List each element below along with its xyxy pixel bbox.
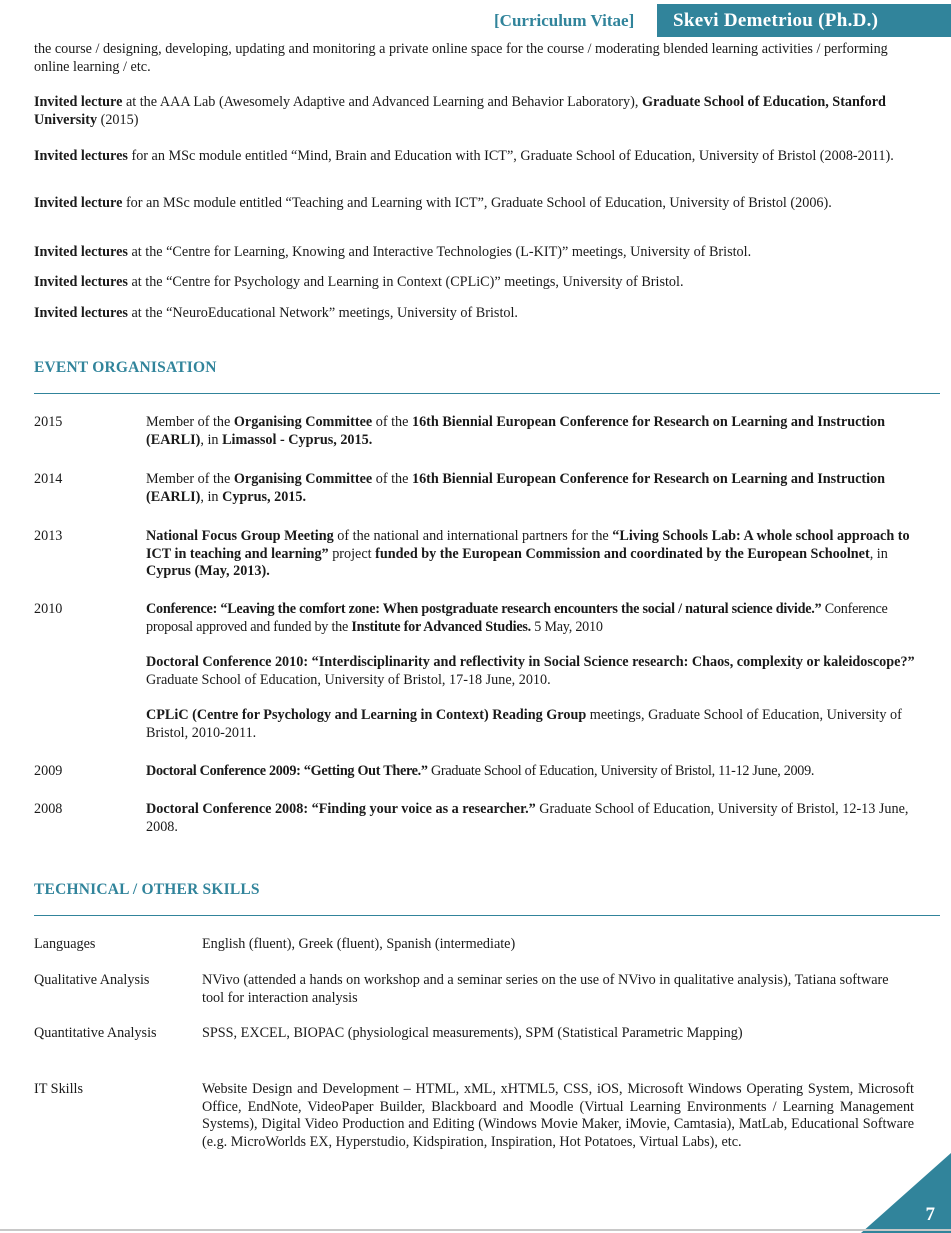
skill-label-it: IT Skills (34, 1081, 84, 1097)
event-bold: funded by the European Commission and coordinated by the European Schoolnet (375, 545, 870, 562)
event-text: , in (200, 431, 223, 448)
author-name-banner: Skevi Demetriou (Ph.D.) (657, 4, 951, 37)
invited-text: for an MSc module entitled “Mind, Brain and Education with ICT”, Graduate School of Education, University of Bristol (2008-2011). (127, 148, 894, 164)
event-bold: Organising Committee (233, 471, 373, 487)
event-text: 5 May, 2010 (530, 618, 603, 635)
event-entry-2015 (146, 414, 916, 449)
invited-lead: Invited lectures (34, 305, 128, 321)
skill-text-qualitative: NVivo (attended a hands on workshop and a seminar series on the use of NVivo in qualitative analysis), Tatiana software tool for interaction analysis (202, 972, 889, 1006)
invited-text: for an MSc module entitled “Teaching and Learning with ICT”, Graduate School of Education, University of Bristol (2006). (122, 195, 832, 211)
event-text: meetings, Graduate School of Education, University of Bristol, 2010-2011. (146, 707, 902, 741)
event-text: of the national and international partners for the (333, 528, 613, 544)
event-text: Member of the (146, 414, 234, 430)
event-year: 2014 (34, 471, 63, 487)
event-year: 2015 (34, 414, 63, 430)
invited-lead: Invited lecture (34, 195, 123, 211)
invited-item (34, 274, 922, 292)
event-bold: 16th Biennial European Conference for Research on Learning and Instruction (EARLI) (146, 414, 886, 448)
footer-divider (0, 1229, 951, 1231)
invited-text: at the “NeuroEducational Network” meetings, University of Bristol. (127, 305, 518, 321)
event-bold: Cyprus, 2015. (222, 488, 307, 505)
skill-label-quantitative: Quantitative Analysis (34, 1025, 157, 1041)
event-text: Conference proposal approved and funded by the (146, 601, 888, 635)
event-year: 2013 (34, 528, 63, 544)
invited-text: at the AAA Lab (Awesomely Adaptive and Advanced Learning and Behavior Laboratory), (122, 94, 642, 110)
skill-label-qualitative: Qualitative Analysis (34, 972, 150, 988)
cv-label: [Curriculum Vitae] (494, 11, 635, 30)
invited-item (34, 244, 922, 262)
invited-lead: Invited lectures (34, 148, 128, 164)
skill-label-languages: Languages (34, 936, 96, 952)
invited-item (34, 94, 922, 129)
skill-text-it: Website Design and Development – HTML, xML, xHTML5, CSS, iOS, Microsoft Windows Operating System, Microsoft Office, EndNote, VideoPaper Builder, Blackboard and Moodle (Virtual Learning Environments / Learning Management Systems), Digital Video Production and Editing (Windows Movie Maker, iMovie, Camtasia), MatLab, Educational Software (e.g. MicroWorlds EX, Hyperstudio, Kidspiration, Inspiration, Hot Potatoes, Virtual Labs), etc. (202, 1081, 914, 1150)
event-bold: 16th Biennial European Conference for Research on Learning and Instruction (EARLI) (146, 471, 886, 505)
event-entry-2010-conference (146, 601, 916, 636)
invited-lead: Invited lectures (34, 244, 128, 260)
section-title-technical-skills: TECHNICAL / OTHER SKILLS (34, 881, 260, 898)
event-year: 2010 (34, 601, 63, 617)
event-entry-2008 (146, 801, 916, 836)
invited-text: at the “Centre for Psychology and Learning in Context (CPLiC)” meetings, University of Bristol. (127, 274, 684, 290)
event-text: , in (200, 488, 223, 505)
event-entry-2013 (146, 528, 916, 581)
invited-tail: (2015) (97, 111, 139, 128)
skill-text-quantitative: SPSS, EXCEL, BIOPAC (physiological measurements), SPM (Statistical Parametric Mapping) (202, 1025, 743, 1041)
event-bold: Conference: “Leaving the comfort zone: When postgraduate research encounters the social / natural science divide.” (146, 601, 822, 617)
event-bold: National Focus Group Meeting (146, 528, 334, 544)
event-text: project (328, 545, 376, 562)
event-entry-2010-doctoral (146, 654, 916, 689)
event-bold: “Living Schools Lab: A whole school approach to ICT in teaching and learning” (146, 528, 910, 562)
invited-lead: Invited lectures (34, 274, 128, 290)
event-text: of the (372, 471, 412, 487)
event-bold: Doctoral Conference 2008: “Finding your voice as a researcher.” (146, 801, 536, 817)
event-bold: Cyprus (May, 2013). (146, 563, 270, 579)
event-bold: Doctoral Conference 2009: “Getting Out There.” (146, 763, 428, 779)
event-text: , in (869, 545, 888, 562)
event-year: 2008 (34, 801, 63, 817)
continuation-paragraph: the course / designing, developing, updating and monitoring a private online space for the course / moderating blended learning activities / performing online learning / etc. (34, 41, 888, 75)
event-text: of the (372, 414, 412, 430)
invited-item (34, 305, 922, 323)
invited-lead: Invited lecture (34, 94, 123, 110)
event-entry-2014 (146, 471, 916, 506)
invited-item (34, 195, 922, 213)
event-bold: Doctoral Conference 2010: “Interdisciplinarity and reflectivity in Social Science research: Chaos, complexity or kaleidoscope?” (146, 654, 915, 670)
invited-item (34, 148, 922, 166)
event-text: Graduate School of Education, University of Bristol, 11-12 June, 2009. (427, 763, 815, 779)
event-text: Graduate School of Education, University of Bristol, 12-13 June, 2008. (146, 801, 909, 835)
page-corner-triangle (861, 1153, 951, 1233)
section-title-event-organisation: EVENT ORGANISATION (34, 359, 217, 376)
page-number: 7 (925, 1203, 935, 1225)
section-divider (34, 915, 940, 916)
event-text: Member of the (146, 471, 234, 487)
event-bold: Institute for Advanced Studies. (351, 618, 531, 635)
event-text: Graduate School of Education, University of Bristol, 17-18 June, 2010. (146, 671, 551, 688)
event-year: 2009 (34, 763, 63, 779)
invited-text: at the “Centre for Learning, Knowing and Interactive Technologies (L-KIT)” meetings, University of Bristol. (127, 244, 752, 260)
skill-text-languages: English (fluent), Greek (fluent), Spanish (intermediate) (202, 936, 516, 952)
event-entry-2010-cplic (146, 707, 916, 742)
section-divider (34, 393, 940, 394)
event-bold: CPLiC (Centre for Psychology and Learning in Context) Reading Group (146, 707, 587, 723)
event-bold: Limassol - Cyprus, 2015. (222, 431, 373, 448)
event-bold: Organising Committee (233, 414, 373, 430)
event-entry-2009 (146, 763, 916, 781)
invited-bold: Graduate School of Education, Stanford University (34, 94, 886, 128)
